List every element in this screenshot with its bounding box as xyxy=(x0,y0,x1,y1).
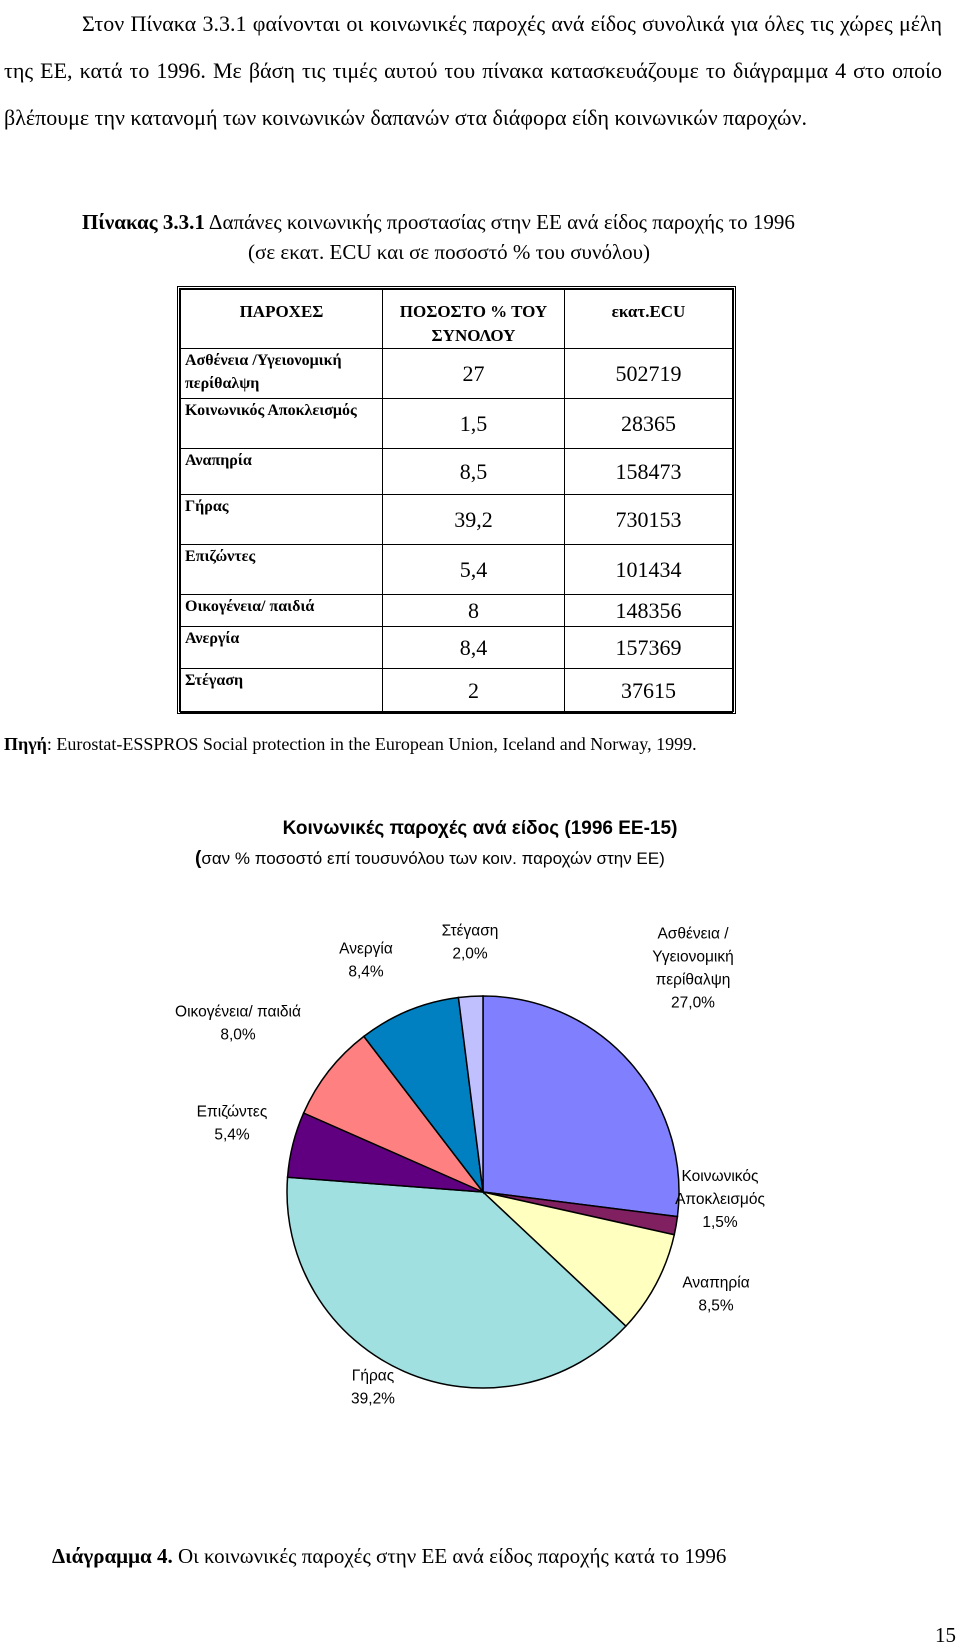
source-label: Πηγή xyxy=(4,734,47,754)
row-percent: 8 xyxy=(383,595,565,627)
header-ecu: εκατ.ECU xyxy=(565,290,733,349)
row-name: Επιζώντες xyxy=(181,545,383,595)
row-ecu: 148356 xyxy=(565,595,733,627)
source-text: : Eurostat-ESSPROS Social protection in the European Union, Iceland and Norway, 1999. xyxy=(46,734,697,754)
row-ecu: 157369 xyxy=(565,627,733,669)
pie-slice-label: Αναπηρία 8,5% xyxy=(682,1274,750,1315)
row-ecu: 37615 xyxy=(565,669,733,713)
pie-slice xyxy=(483,996,679,1217)
pie-slice-label: Στέγαση 2,0% xyxy=(441,922,499,963)
header-benefits: ΠΑΡΟΧΕΣ xyxy=(181,290,383,349)
table-caption-line2: (σε εκατ. ECU και σε ποσοστό % του συνόλου) xyxy=(248,240,651,264)
row-name: Στέγαση xyxy=(181,669,383,713)
diagram-caption-text: Οι κοινωνικές παροχές στην ΕΕ ανά είδος παροχής κατά το 1996 xyxy=(172,1544,727,1568)
diagram-caption-label: Διάγραμμα 4. xyxy=(52,1544,173,1568)
row-percent: 8,5 xyxy=(383,449,565,495)
row-ecu: 28365 xyxy=(565,399,733,449)
pie-slice-label: Γήρας 39,2% xyxy=(351,1367,395,1408)
pie-slice-label: Ανεργία 8,4% xyxy=(339,940,393,981)
row-percent: 5,4 xyxy=(383,545,565,595)
row-name: Αναπηρία xyxy=(181,449,383,495)
row-name: Ασθένεια /Υγειονομική περίθαλψη xyxy=(181,349,383,399)
row-percent: 2 xyxy=(383,669,565,713)
row-name: Οικογένεια/ παιδιά xyxy=(181,595,383,627)
table-caption-label: Πίνακας 3.3.1 xyxy=(82,210,205,234)
pie-slice-label: Ασθένεια / Υγειονομική περίθαλψη 27,0% xyxy=(652,925,734,1012)
row-name: Κοινωνικός Αποκλεισμός xyxy=(181,399,383,449)
chart-subtitle-text: σαν % ποσοστό επί τουσυνόλου των κοιν. παροχών στην ΕΕ) xyxy=(201,849,665,868)
pie-slice-label: Επιζώντες 5,4% xyxy=(196,1103,268,1144)
pie-slice-label: Οικογένεια/ παιδιά 8,0% xyxy=(175,1003,301,1044)
page-number: 15 xyxy=(935,1623,956,1647)
row-ecu: 158473 xyxy=(565,449,733,495)
row-ecu: 730153 xyxy=(565,495,733,545)
row-percent: 1,5 xyxy=(383,399,565,449)
intro-text: Στον Πίνακα 3.3.1 φαίνονται οι κοινωνικές παροχές ανά είδος συνολικά για όλες τις χώρες μέλη της ΕΕ, κατά το 1996. Με βάση τις τιμές αυτού του πίνακα κατασκευάζουμε το διάγραμμα 4 στο οποίο βλέπουμε την κατανομή των κοινωνικών δαπανών στα διάφορα είδη κοινωνικών παροχών. xyxy=(4,11,942,130)
diagram-caption xyxy=(52,1544,726,1569)
table-caption-line1: Δαπάνες κοινωνικής προστασίας στην ΕΕ ανά είδος παροχής το 1996 xyxy=(204,210,795,234)
row-percent: 39,2 xyxy=(383,495,565,545)
chart-title: Κοινωνικές παροχές ανά είδος (1996 ΕΕ-15) xyxy=(282,818,678,839)
row-ecu: 101434 xyxy=(565,545,733,595)
chart-subtitle-paren: ( xyxy=(195,848,202,869)
row-ecu: 502719 xyxy=(565,349,733,399)
row-percent: 27 xyxy=(383,349,565,399)
pie-slice-label: Κοινωνικός Αποκλεισμός 1,5% xyxy=(675,1168,765,1231)
row-name: Γήρας xyxy=(181,495,383,545)
header-percent: ΠΟΣΟΣΤΟ % ΤΟΥ ΣΥΝΟΛΟΥ xyxy=(383,290,565,349)
row-percent: 8,4 xyxy=(383,627,565,669)
row-name: Ανεργία xyxy=(181,627,383,669)
